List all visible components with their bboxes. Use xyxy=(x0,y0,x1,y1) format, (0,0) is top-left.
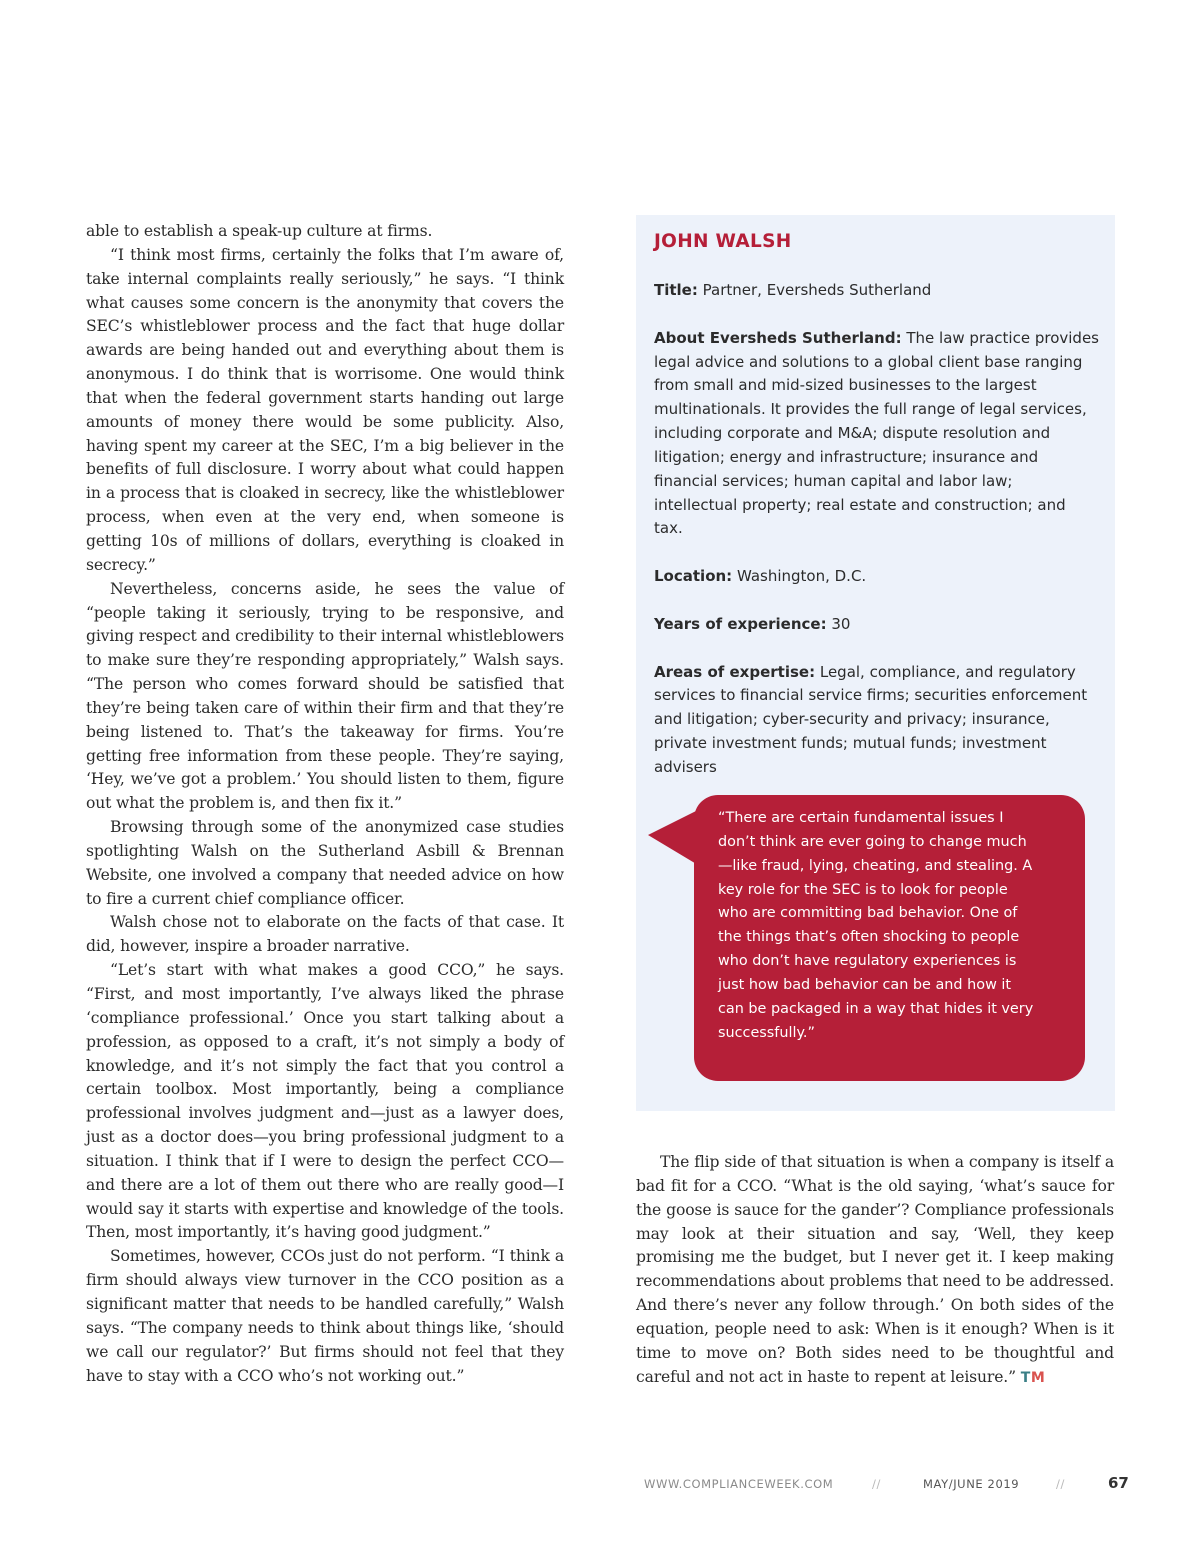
field-label: Areas of expertise: xyxy=(654,662,816,681)
closing-paragraph-text: The flip side of that situation is when a company is itself a bad fit for a CCO. “What is the old saying, ‘what’s sauce for the goose is sauce for the gander’? Compliance professionals may look at their situation and say, ‘Well, they keep promising me the budget, but I never get it. I keep making recommendations about problems that need to be addressed. And there’s never any follow through.’ On both sides of the equation, people need to ask: When is it enough? When is it time to move on? Both sides need to be thoughtful and careful and not act in haste to repent at leisure.” xyxy=(636,1153,1114,1386)
quote-bubble xyxy=(694,795,1085,1081)
footer-issue: MAY/JUNE 2019 xyxy=(923,1477,1020,1491)
profile-location xyxy=(654,565,1099,589)
page-number: 67 xyxy=(1108,1474,1129,1492)
end-mark-logo xyxy=(1021,1370,1046,1386)
field-label: About Eversheds Sutherland: xyxy=(654,328,902,347)
profile-years xyxy=(654,613,1099,637)
profile-title xyxy=(654,279,1099,303)
article-paragraph: “Let’s start with what makes a good CCO,” he says. “First, and most importantly, I’ve always liked the phrase ‘compliance professional.’ Once you start talking about a profession, as opposed to a craft, it’s not simply a body of knowledge, and it’s not simply the fact that you control a certain toolbox. Most importantly, being a compliance professional involves judgment and—just as a lawyer does, just as a doctor does—you bring professional judgment to a situation. I think that if I were to design the perfect CCO—and there are a lot of them out there who are really good—I would say it starts with expertise and knowledge of the tools. Then, most importantly, it’s having good judgment.” xyxy=(86,961,564,1242)
field-label: Title: xyxy=(654,281,698,299)
article-paragraph: able to establish a speak-up culture at firms. xyxy=(86,222,433,240)
footer-url: WWW.COMPLIANCEWEEK.COM xyxy=(644,1477,834,1491)
profile-name: JOHN WALSH xyxy=(654,231,792,252)
article-paragraph: Walsh chose not to elaborate on the facts of that case. It did, however, inspire a broader narrative. xyxy=(86,913,564,956)
profile-about xyxy=(654,327,1099,542)
field-label: Years of experience: xyxy=(654,614,827,633)
article-paragraph: “I think most firms, certainly the folks that I’m aware of, take internal complaints really seriously,” he says. “I think what causes some concern is the anonymity that covers the SEC’s whistleblower process and the fact that huge dollar awards are being handed out and everything about them is anonymous. I do think that is worrisome. One would think that when the federal government starts handing out large amounts of money there would be some publicity. Also, having spent my career at the SEC, I’m a big believer in the benefits of full disclosure. I worry about what could happen in a process that is cloaked in secrecy, like the whistleblower process, when even at the very end, when someone is getting 10s of millions of dollars, everything is cloaked in secrecy.” xyxy=(86,245,564,574)
article-right-column xyxy=(636,1151,1114,1390)
field-value: 30 xyxy=(831,614,851,633)
end-mark-t: T xyxy=(1020,1369,1031,1386)
pull-quote xyxy=(648,795,1088,1085)
quote-text: “There are certain fundamental issues I don’t think are ever going to change much—like fraud, lying, cheating, and stealing. A key role for the SEC is to look for people who are committing bad behavior. One of the things that’s often shocking to people who don’t have regulatory experiences is just how bad behavior can be and how it can be packaged in a way that hides it very successfully.” xyxy=(718,810,1034,1041)
article-left-column xyxy=(86,220,564,1388)
article-paragraph: Sometimes, however, CCOs just do not perform. “I think a firm should always view turnover in the CCO position as a significant matter that needs to be handled carefully,” Walsh says. “The company needs to think about things like, ‘should we call our regulator?’ But firms should not feel that they have to stay with a CCO who’s not working out.” xyxy=(86,1247,564,1385)
footer-separator: // xyxy=(1056,1477,1065,1491)
profile-areas xyxy=(654,661,1099,780)
field-value: Partner, Eversheds Sutherland xyxy=(702,281,932,299)
article-paragraph xyxy=(636,1151,1114,1390)
field-value: Washington, D.C. xyxy=(736,567,867,586)
profile-fields xyxy=(654,279,1099,780)
end-mark-m: M xyxy=(1030,1369,1046,1386)
field-value: The law practice provides legal advice and solutions to a global client base ranging from small and mid-sized businesses to the largest multinationals. It provides the full range of legal services, including corporate and M&A; dispute resolution and litigation; energy and infrastructure; insurance and financial services; human capital and labor law; intellectual property; real estate and construction; and tax. xyxy=(654,328,1099,538)
article-paragraph: Nevertheless, concerns aside, he sees the value of “people taking it seriously, trying to be responsive, and giving respect and credibility to their internal whistleblowers to make sure they’re responding appropriately,” Walsh says. “The person who comes forward should be satisfied that they’re being taken care of within their firm and that they’re being listened to. That’s the takeaway for firms. You’re getting free information from these people. They’re saying, ‘Hey, we’ve got a problem.’ You should listen to them, figure out what the problem is, and then fix it.” xyxy=(86,579,564,813)
profile-sidebar xyxy=(636,215,1115,1111)
page-footer xyxy=(640,1474,1130,1494)
field-label: Location: xyxy=(654,567,733,586)
footer-separator: // xyxy=(872,1477,881,1491)
field-value: Legal, compliance, and regulatory services to financial service firms; securities enforcement and litigation; cyber-security and privacy; insurance, private investment funds; mutual funds; investment advisers xyxy=(654,662,1088,776)
article-paragraph: Browsing through some of the anonymized case studies spotlighting Walsh on the Sutherland Asbill & Brennan Website, one involved a company that needed advice on how to fire a current chief compliance officer. xyxy=(86,818,564,908)
